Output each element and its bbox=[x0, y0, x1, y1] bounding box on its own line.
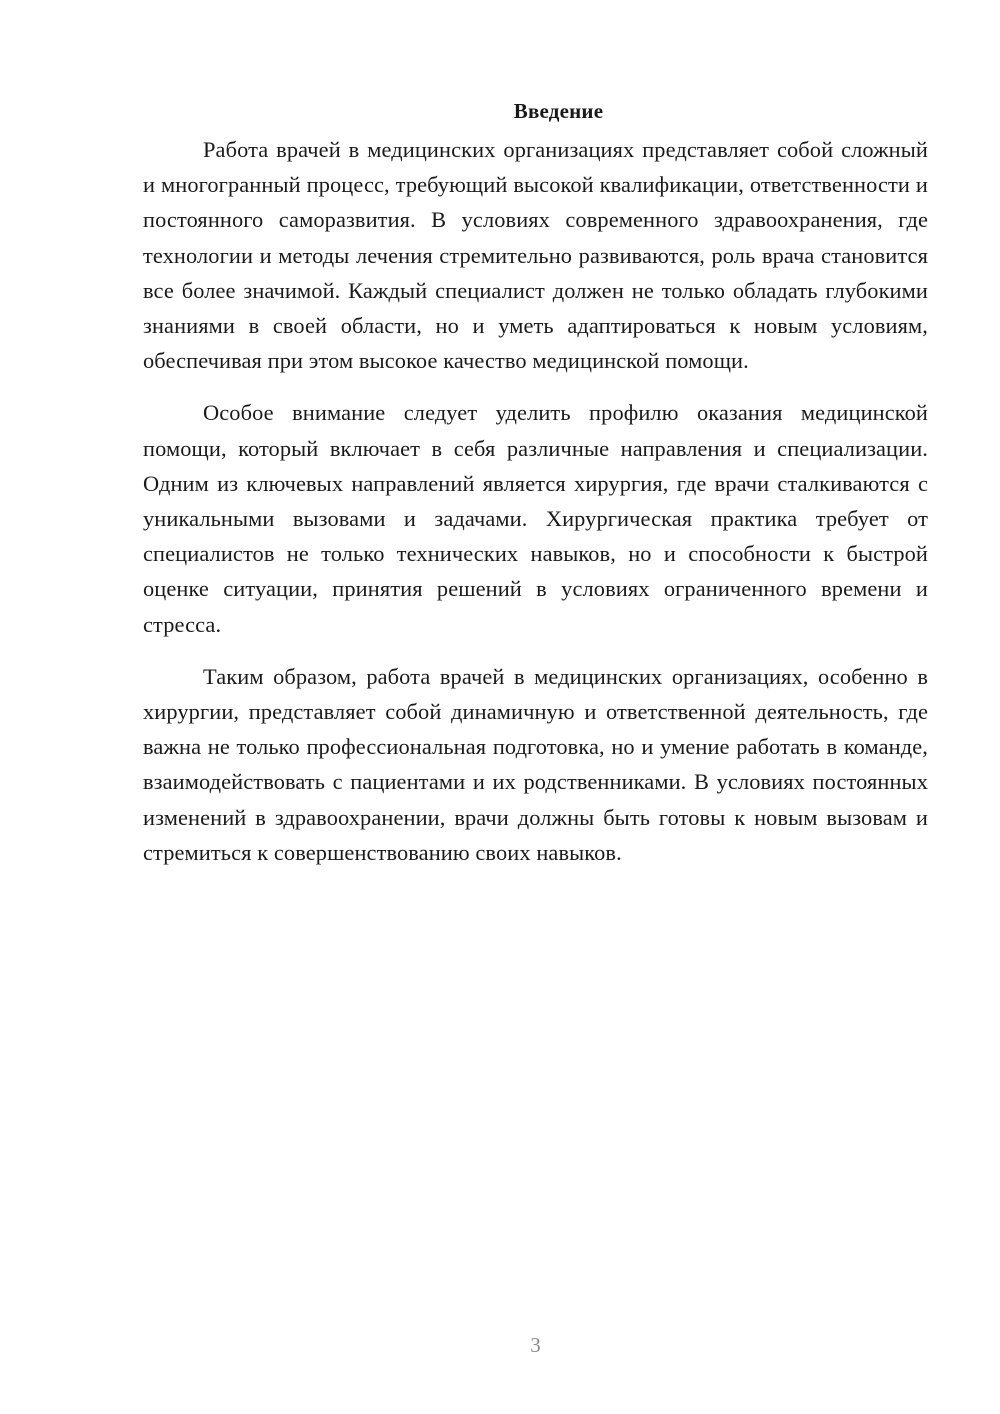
page-number: 3 bbox=[530, 1333, 541, 1357]
paragraph-3: Таким образом, работа врачей в медицинских организациях, особенно в хирургии, представляет собой динамичную и ответственной деятельность, где важна не только профессиональная подготовка, но и умение работать в команде, взаимодействовать с пациентами и их родственниками. В условиях постоянных изменений в здравоохранении, врачи должны быть готовы к новым вызовам и стремиться к совершенствованию своих навыков. bbox=[143, 663, 928, 865]
page-content bbox=[143, 94, 928, 887]
paragraph-2: Особое внимание следует уделить профилю оказания медицинской помощи, который включает в себя различные направления и специализации. Одним из ключевых направлений является хирургия, где врачи сталкиваются с уникальными вызовами и задачами. Хирургическая практика требует от специалистов не только технических навыков, но и способности к быстрой оценке ситуации, принятия решений в условиях ограниченного времени и стресса. bbox=[143, 400, 928, 637]
section-heading: Введение bbox=[513, 99, 604, 123]
paragraph-1: Работа врачей в медицинских организациях представляет собой сложный и многогранный процесс, требующий высокой квалификации, ответственности и постоянного саморазвития. В условиях современного здравоохранения, где технологии и методы лечения стремительно развиваются, роль врача становится все более значимой. Каждый специалист должен не только обладать глубокими знаниями в своей области, но и уметь адаптироваться к новым условиям, обеспечивая при этом высокое качество медицинской помощи. bbox=[143, 137, 928, 374]
